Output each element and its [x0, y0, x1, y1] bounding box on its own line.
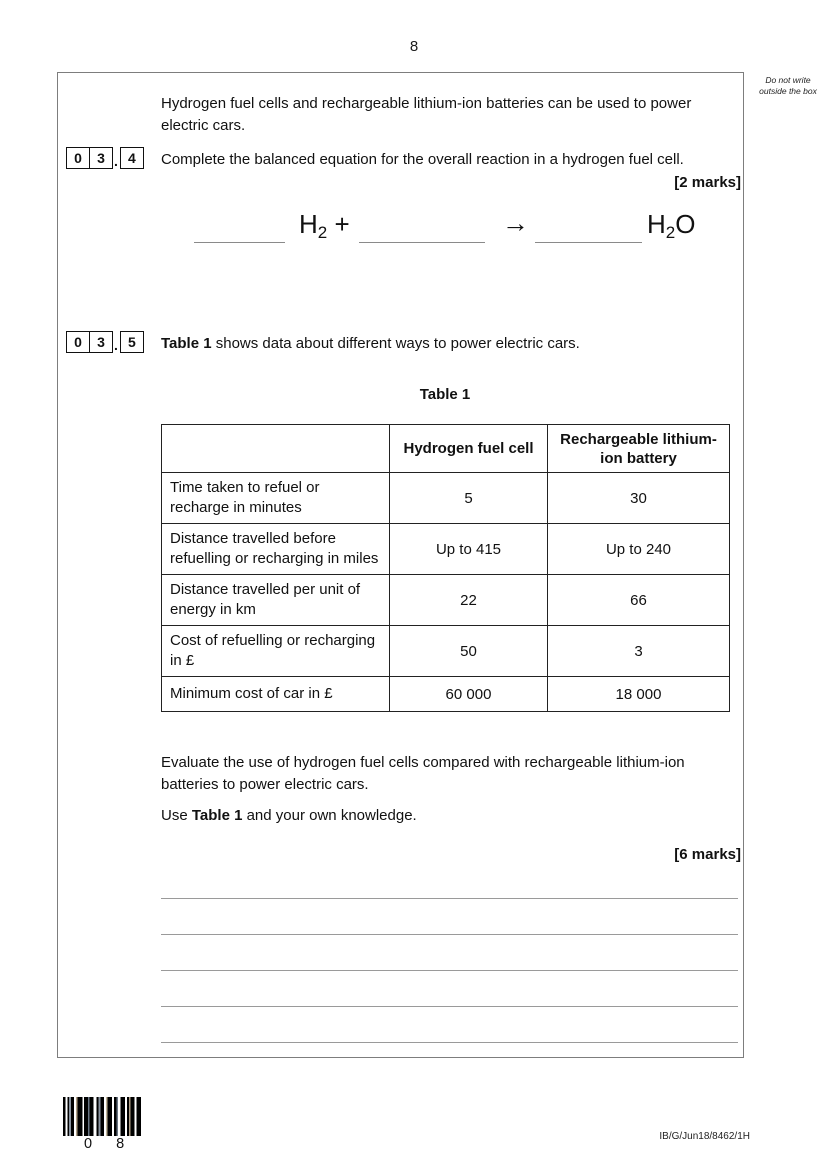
equation-blank-2[interactable] — [359, 242, 485, 243]
barcode-digits: 0 8 — [84, 1136, 135, 1152]
q35-prompt: Table 1 shows data about different ways to power electric cars. — [161, 335, 580, 352]
equation-h2-plus: $H_2$ + — [299, 209, 350, 242]
question-area-box — [57, 72, 744, 1058]
row-label: Distance travelled before refuelling or recharging in miles — [162, 524, 390, 575]
table-row — [162, 677, 730, 712]
table-row — [162, 575, 730, 626]
q35-use-table-text: Use Table 1 and your own knowledge. — [161, 807, 417, 824]
q34-marks-label: [2 marks] — [674, 174, 741, 191]
row-value-battery: 66 — [548, 575, 730, 626]
question-number-separator: . — [114, 153, 118, 169]
question-digit: 3 — [89, 148, 112, 168]
row-value-hydrogen: 5 — [390, 473, 548, 524]
equation-h2o: $H_2O$ — [647, 209, 696, 242]
paper-reference: IB/G/Jun18/8462/1H — [659, 1131, 750, 1142]
answer-line-1[interactable] — [161, 898, 738, 899]
intro-text: Hydrogen fuel cells and rechargeable lithium-ion batteries can be used to power electric cars. — [161, 95, 692, 134]
page-number: 8 — [409, 38, 419, 55]
barcode — [62, 1097, 141, 1136]
row-value-battery: 3 — [548, 626, 730, 677]
question-digit: 4 — [127, 150, 136, 166]
question-number-03-4 — [66, 147, 144, 169]
q35-evaluate-text: Evaluate the use of hydrogen fuel cells compared with rechargeable lithium-ion batteries to power electric cars. — [161, 754, 685, 793]
table-1 — [161, 424, 730, 712]
table-header-battery: Rechargeable lithium-ion battery — [548, 425, 730, 473]
table-row — [162, 626, 730, 677]
question-digit: 0 — [74, 334, 82, 350]
table-corner-cell-empty — [162, 425, 390, 473]
row-value-battery: 30 — [548, 473, 730, 524]
reaction-arrow-icon: → — [502, 208, 529, 238]
row-value-battery: 18 000 — [548, 677, 730, 712]
question-number-sub-box — [120, 147, 144, 169]
row-value-hydrogen: 60 000 — [390, 677, 548, 712]
q35-marks-label: [6 marks] — [674, 846, 741, 863]
question-digit: 5 — [127, 334, 136, 350]
row-value-hydrogen: Up to 415 — [390, 524, 548, 575]
answer-line-3[interactable] — [161, 970, 738, 971]
table-row — [162, 473, 730, 524]
row-label: Time taken to refuel or recharge in minutes — [162, 473, 390, 524]
answer-line-4[interactable] — [161, 1006, 738, 1007]
table-header-row — [162, 425, 730, 473]
answer-line-5[interactable] — [161, 1042, 738, 1043]
h2o-subscript: 2 — [665, 223, 676, 242]
question-digit: 0 — [74, 150, 82, 166]
question-number-sub-box — [120, 331, 144, 353]
equation-blank-3[interactable] — [535, 242, 642, 243]
q34-prompt: Complete the balanced equation for the overall reaction in a hydrogen fuel cell. — [161, 151, 684, 168]
row-value-hydrogen: 22 — [390, 575, 548, 626]
row-label: Minimum cost of car in £ — [162, 677, 390, 712]
row-label: Cost of refuelling or recharging in £ — [162, 626, 390, 677]
do-not-write-note: Do not write outside the box — [759, 75, 817, 96]
h2-subscript: 2 — [317, 223, 328, 242]
table-title: Table 1 — [419, 386, 471, 403]
table-row — [162, 524, 730, 575]
equation-blank-1[interactable] — [194, 242, 285, 243]
question-digit: 3 — [89, 332, 112, 352]
row-value-hydrogen: 50 — [390, 626, 548, 677]
row-label: Distance travelled per unit of energy in km — [162, 575, 390, 626]
answer-line-2[interactable] — [161, 934, 738, 935]
row-value-battery: Up to 240 — [548, 524, 730, 575]
question-number-separator: . — [114, 337, 118, 353]
question-number-pair-box — [66, 147, 113, 169]
question-number-03-5 — [66, 331, 144, 353]
question-number-pair-box — [66, 331, 113, 353]
table-header-hydrogen: Hydrogen fuel cell — [390, 425, 548, 473]
